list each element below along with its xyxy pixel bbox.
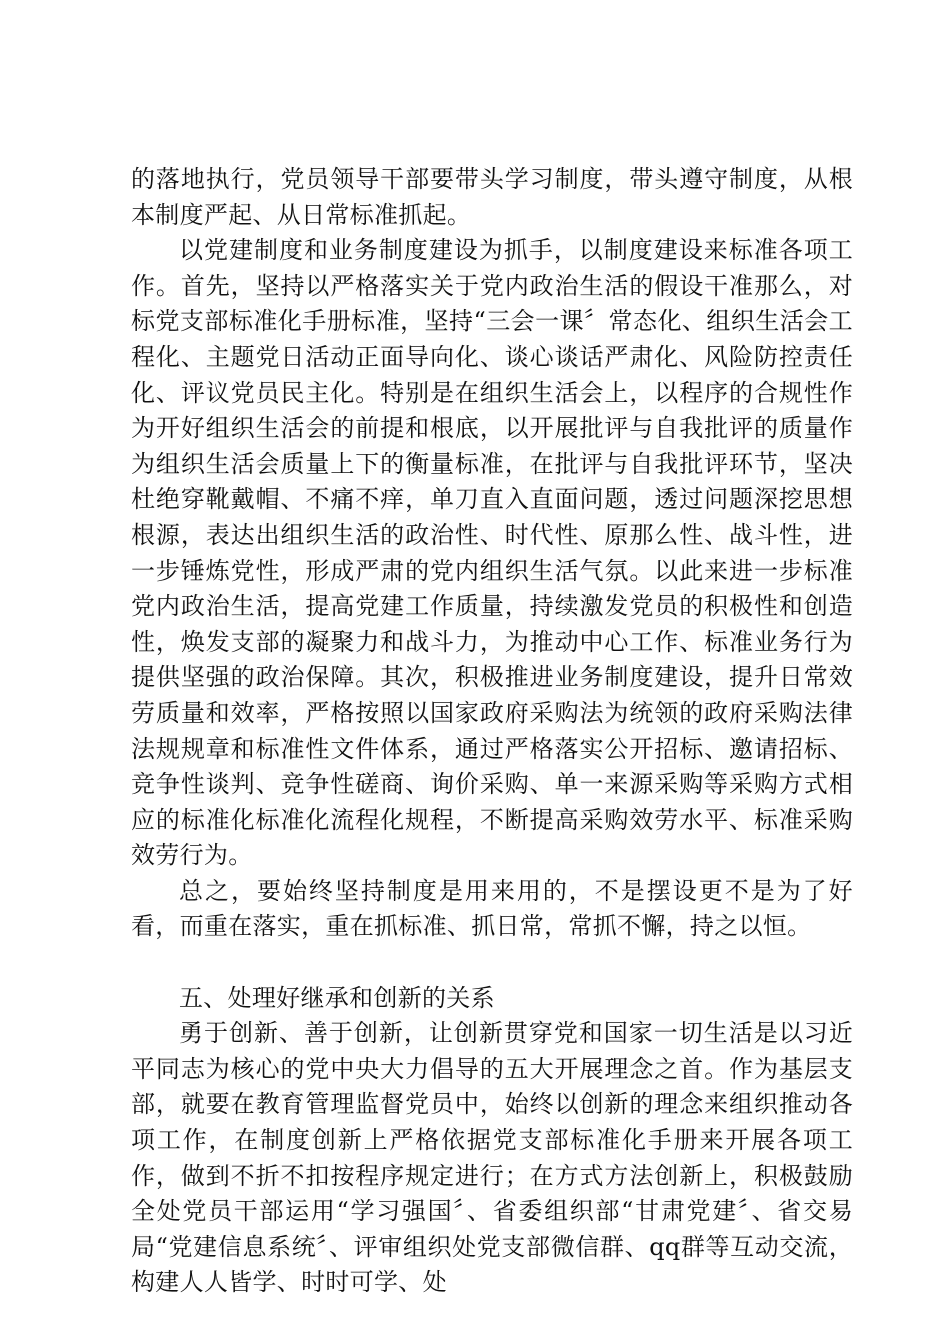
paragraph-innovation: 勇于创新、善于创新，让创新贯穿党和国家一切生活是以习近平同志为核心的党中央大力倡导的五大开展理念之首。作为基层支部，就要在教育管理监督党员中，始终以创新的理念来组织推动各项工作，在制度创新上严格依据党支部标准化手册来开展各项工作，做到不折不扣按程序规定进行；在方式方法创新上，积极鼓励全处党员干部运用“学习强国〞、省委组织部“甘肃党建〞、省交易局“党建信息系统〞、评审组织处党支部微信群、qq群等互动交流，构建人人皆学、时时可学、处 — [131, 1019, 853, 1297]
section-heading: 五、处理好继承和创新的关系 — [179, 983, 495, 1012]
paragraph-gap — [131, 945, 853, 981]
paragraph-summary: 总之，要始终坚持制度是用来用的，不是摆设更不是为了好看，而重在落实，重在抓标准、抓日常，常抓不懈，持之以恒。 — [131, 876, 853, 941]
document-body — [131, 162, 853, 1301]
paragraph-institution-building: 以党建制度和业务制度建设为抓手，以制度建设来标准各项工作。首先，坚持以严格落实关于党内政治生活的假设干准那么，对标党支部标准化手册标准，坚持“三会一课〞常态化、组织生活会工程化、主题党日活动正面导向化、谈心谈话严肃化、风险防控责任化、评议党员民主化。特别是在组织生活会上，以程序的合规性作为开好组织生活会的前提和根底，以开展批评与自我批评的质量作为组织生活会质量上下的衡量标准，在批评与自我批评环节，坚决杜绝穿靴戴帽、不痛不痒，单刀直入直面问题，透过问题深挖思想根源，表达出组织生活的政治性、时代性、原那么性、战斗性，进一步锤炼党性，形成严肃的党内组织生活气氛。以此来进一步标准党内政治生活，提高党建工作质量，持续激发党员的积极性和创造性，焕发支部的凝聚力和战斗力，为推动中心工作、标准业务行为提供坚强的政治保障。其次，积极推进业务制度建设，提升日常效劳质量和效率，严格按照以国家政府采购法为统领的政府采购法律法规规章和标准性文件体系，通过严格落实公开招标、邀请招标、竞争性谈判、竞争性磋商、询价采购、单一来源采购等采购方式相应的标准化标准化流程化规程，不断提高采购效劳水平、标准采购效劳行为。 — [131, 236, 853, 870]
paragraph-continuation: 的落地执行，党员领导干部要带头学习制度，带头遵守制度，从根本制度严起、从日常标准抓起。 — [131, 165, 853, 229]
